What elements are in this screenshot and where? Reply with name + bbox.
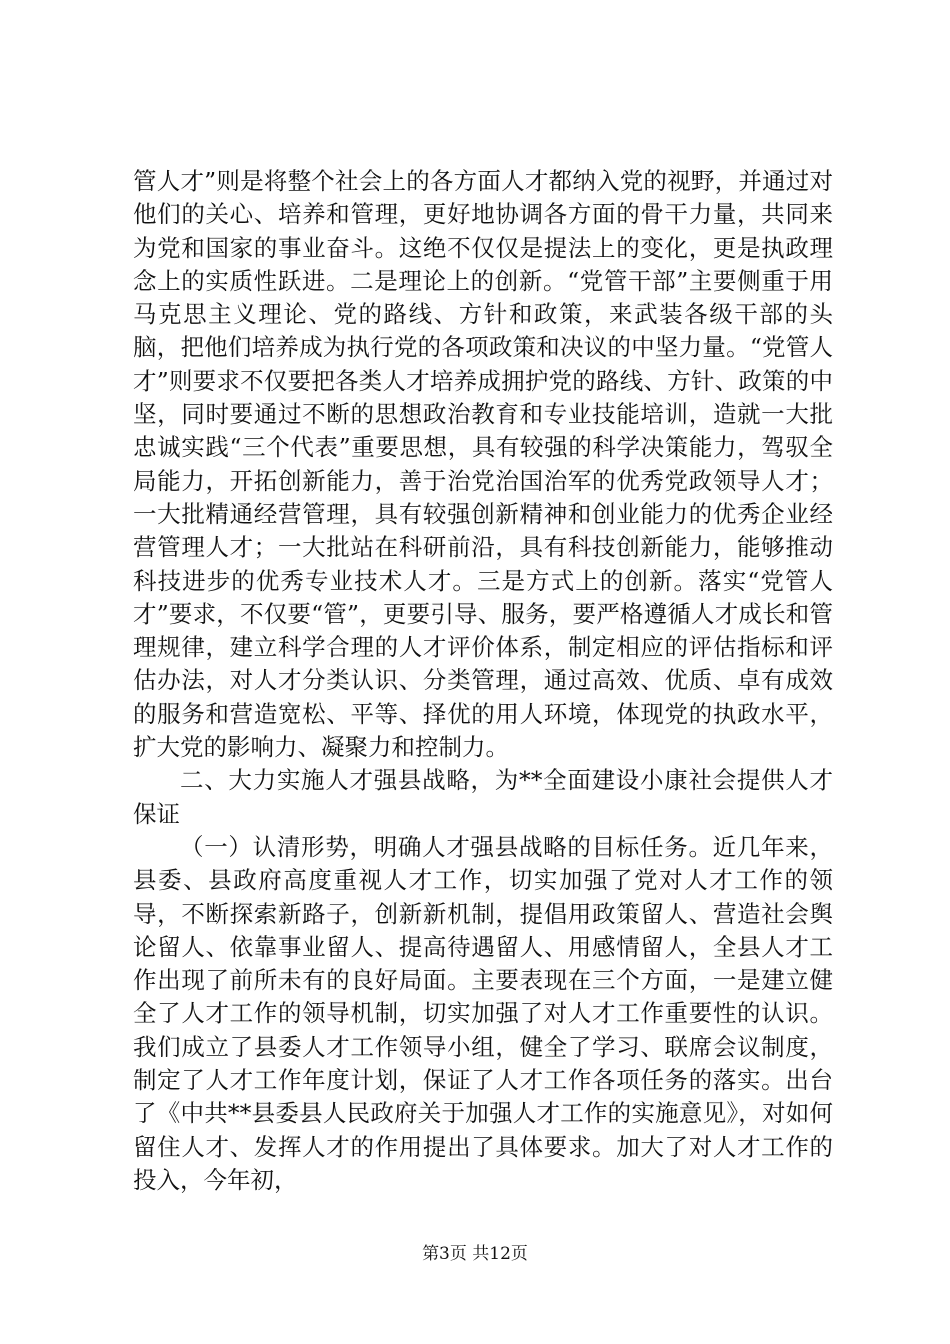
document-body bbox=[133, 165, 833, 1197]
page-footer: 第3页 共12页 bbox=[422, 1244, 528, 1264]
body-paragraph-3: （一）认清形势，明确人才强县战略的目标任务。近几年来，县委、县政府高度重视人才工作，切实加强了党对人才工作的领导，不断探索新路子，创新新机制，提倡用政策留人、营造社会舆论留人、依靠事业留人、提高待遇留人、用感情留人，全县人才工作出现了前所未有的良好局面。主要表现在三个方面，一是建立健全了人才工作的领导机制，切实加强了对人才工作重要性的认识。我们成立了县委人才工作领导小组，健全了学习、联席会议制度，制定了人才工作年度计划，保证了人才工作各项任务的落实。出台了《中共**县委县人民政府关于加强人才工作的实施意见》，对如何留住人才、发挥人才的作用提出了具体要求。加大了对人才工作的投入，今年初， bbox=[133, 832, 833, 1194]
section-heading-2: 二、大力实施人才强县战略，为**全面建设小康社会提供人才保证 bbox=[133, 766, 833, 828]
body-paragraph-1: 管人才”则是将整个社会上的各方面人才都纳入党的视野，并通过对他们的关心、培养和管理，更好地协调各方面的骨干力量，共同来为党和国家的事业奋斗。这绝不仅仅是提法上的变化，更是执政理念上的实质性跃进。二是理论上的创新。“党管干部”主要侧重于用马克思主义理论、党的路线、方针和政策，来武装各级干部的头脑，把他们培养成为执行党的各项政策和决议的中坚力量。“党管人才”则要求不仅要把各类人才培养成拥护党的路线、方针、政策的中坚，同时要通过不断的思想政治教育和专业技能培训，造就一大批忠诚实践“三个代表”重要思想，具有较强的科学决策能力，驾驭全局能力，开拓创新能力，善于治党治国治军的优秀党政领导人才；一大批精通经营管理，具有较强创新精神和创业能力的优秀企业经营管理人才；一大批站在科研前沿，具有科技创新能力，能够推动科技进步的优秀专业技术人才。三是方式上的创新。落实“党管人才”要求，不仅要“管”，更要引导、服务，要严格遵循人才成长和管理规律，建立科学合理的人才评价体系，制定相应的评估指标和评估办法，对人才分类认识、分类管理，通过高效、优质、卓有成效的服务和营造宽松、平等、择优的用人环境，体现党的执政水平，扩大党的影响力、凝聚力和控制力。 bbox=[133, 167, 833, 762]
